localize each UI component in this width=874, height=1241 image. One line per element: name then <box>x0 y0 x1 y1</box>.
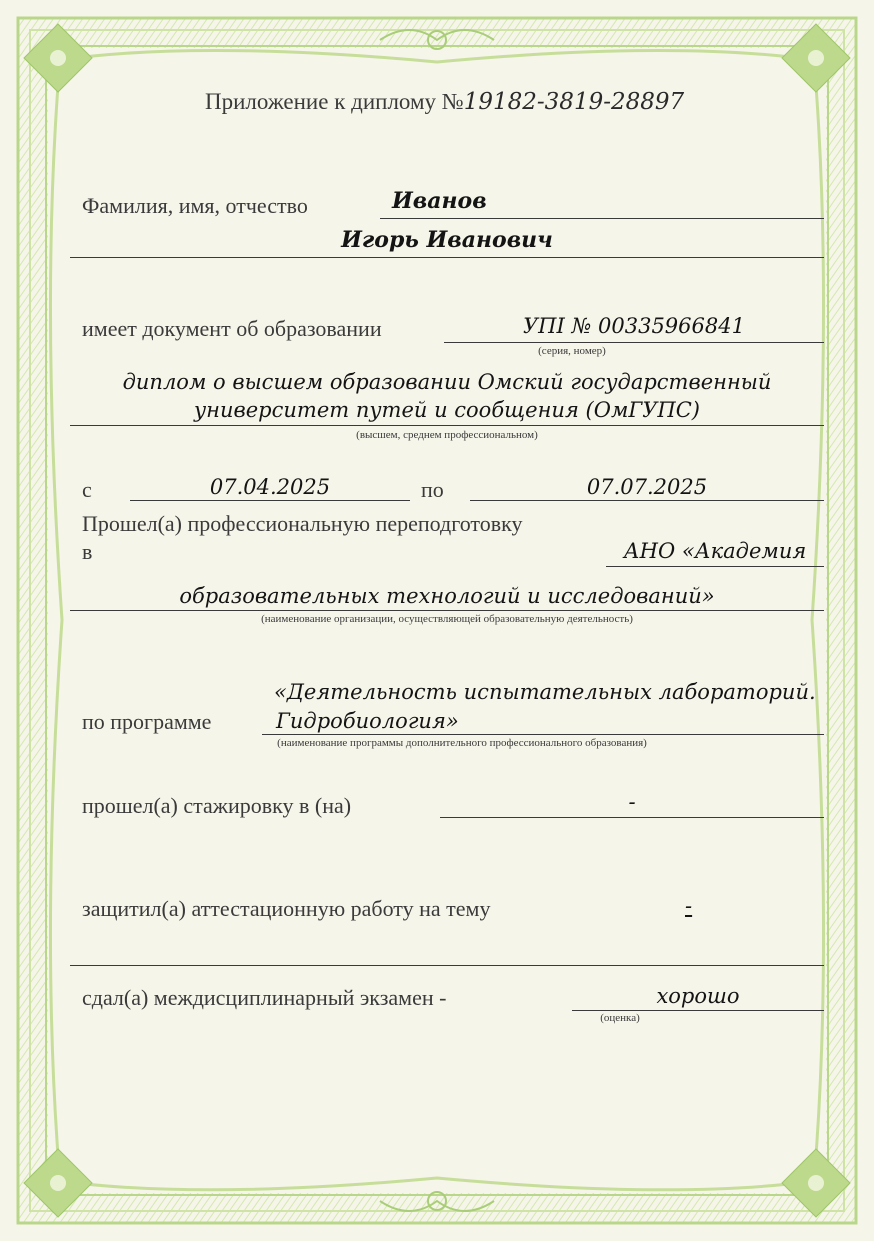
given-names-underline <box>70 257 824 258</box>
education-doc-caption: (серия, номер) <box>538 345 606 357</box>
education-doc-number: УПІ № 00335966841 <box>523 314 745 338</box>
education-desc-caption: (высшем, среднем профессиональном) <box>356 429 538 441</box>
exam-label: сдал(а) междисциплинарный экзамен - <box>82 985 447 1010</box>
education-desc-underline <box>70 425 824 426</box>
given-names-value: Игорь Иванович <box>341 227 553 253</box>
period-to-underline <box>470 500 824 501</box>
surname-value: Иванов <box>392 188 487 214</box>
fio-label: Фамилия, имя, отчество <box>82 193 308 218</box>
internship-underline <box>440 817 824 818</box>
education-desc-line1: диплом о высшем образовании Омский государственный <box>122 370 772 394</box>
diploma-number: 19182-3819-28897 <box>463 89 685 115</box>
document-title <box>205 89 684 115</box>
period-to-date: 07.07.2025 <box>586 475 708 499</box>
exam-grade: хорошо <box>656 984 740 1008</box>
org-line2-underline <box>70 610 824 611</box>
exam-underline <box>572 1010 824 1011</box>
education-doc-label: имеет документ об образовании <box>82 316 382 341</box>
surname-underline <box>380 218 824 219</box>
retraining-in-label: в <box>82 539 93 564</box>
education-desc-line2: университет путей и сообщения (ОмГУПС) <box>193 398 701 422</box>
period-from-underline <box>130 500 410 501</box>
thesis-value: - <box>685 894 693 918</box>
program-caption: (наименование программы дополнительного профессионального образования) <box>277 737 647 749</box>
org-caption: (наименование организации, осуществляющей образовательную деятельность) <box>261 613 633 625</box>
title-prefix: Приложение к диплому № <box>205 89 464 114</box>
program-line2: Гидробиология» <box>276 709 459 733</box>
internship-value: - <box>628 790 636 814</box>
exam-caption: (оценка) <box>600 1012 640 1024</box>
thesis-underline <box>70 965 824 966</box>
org-line1-underline <box>606 566 824 567</box>
program-line1: «Деятельность испытательных лабораторий. <box>274 680 816 704</box>
internship-label: прошел(а) стажировку в (на) <box>82 793 352 818</box>
org-line2: образовательных технологий и исследований» <box>179 584 715 608</box>
thesis-label: защитил(а) аттестационную работу на тему <box>82 896 491 921</box>
period-to-label: по <box>421 477 444 502</box>
period-from-label: с <box>82 477 92 502</box>
period-from-date: 07.04.2025 <box>209 475 331 499</box>
education-doc-underline <box>444 342 824 343</box>
retraining-label: Прошел(а) профессиональную переподготовку <box>82 511 523 536</box>
program-label: по программе <box>82 709 212 734</box>
org-line1: АНО «Академия <box>623 539 807 563</box>
program-underline <box>262 734 824 735</box>
